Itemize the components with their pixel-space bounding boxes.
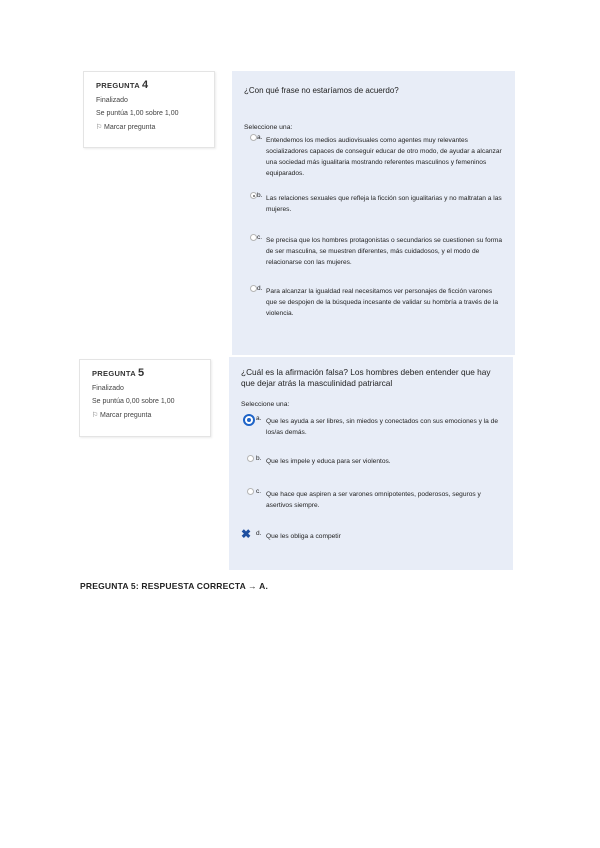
option-c[interactable] bbox=[244, 235, 503, 268]
option-letter: b. bbox=[256, 455, 262, 462]
question-number-value: 5 bbox=[138, 367, 145, 379]
flag-label: Marcar pregunta bbox=[100, 412, 152, 419]
question-state: Finalizado bbox=[96, 97, 128, 104]
option-c[interactable] bbox=[241, 489, 501, 511]
question-number bbox=[92, 367, 200, 379]
option-text: Que les ayuda a ser libres, sin miedos y conectados con sus emociones y la de los/as demás. bbox=[266, 418, 499, 436]
radio-button[interactable] bbox=[250, 234, 257, 241]
question-text: ¿Con qué frase no estaríamos de acuerdo? bbox=[244, 86, 399, 95]
option-text: Que les impele y educa para ser violentos. bbox=[266, 458, 391, 465]
question-label: PREGUNTA bbox=[92, 369, 136, 378]
option-b[interactable] bbox=[241, 456, 501, 467]
option-text: Se precisa que los hombres protagonistas o secundarios se cuestionen su forma de ser masculina, se muestren diferentes, más cuidadosos, y el modo de relacionarse con las mujeres. bbox=[266, 237, 503, 266]
question-grade: Se puntúa 0,00 sobre 1,00 bbox=[92, 398, 175, 405]
option-d[interactable] bbox=[241, 527, 501, 542]
question-5-content bbox=[229, 357, 513, 570]
question-state: Finalizado bbox=[92, 385, 124, 392]
option-text: Que les obliga a competir bbox=[266, 533, 341, 540]
radio-button[interactable] bbox=[250, 285, 257, 292]
option-text: Que hace que aspiren a ser varones omnipotentes, poderosos, seguros y asertivos siempre. bbox=[266, 491, 481, 509]
radio-button-selected[interactable] bbox=[243, 414, 255, 426]
incorrect-x-icon: ✖ bbox=[241, 527, 252, 541]
question-4-info bbox=[83, 71, 215, 148]
option-d[interactable] bbox=[244, 286, 503, 319]
question-number-value: 4 bbox=[142, 79, 149, 91]
radio-button-selected[interactable] bbox=[250, 192, 257, 199]
option-letter: d. bbox=[256, 530, 262, 537]
option-a[interactable] bbox=[241, 416, 501, 438]
option-letter: a. bbox=[256, 415, 262, 422]
option-letter: b. bbox=[257, 192, 263, 199]
question-label: PREGUNTA bbox=[96, 81, 140, 90]
flag-icon: ⚐ bbox=[96, 124, 103, 131]
answer-note: PREGUNTA 5: RESPUESTA CORRECTA → A. bbox=[80, 581, 269, 591]
question-grade: Se puntúa 1,00 sobre 1,00 bbox=[96, 110, 179, 117]
option-letter: d. bbox=[257, 285, 263, 292]
question-4-content bbox=[232, 71, 515, 355]
option-text: Las relaciones sexuales que refleja la ficción son igualitarias y no maltratan a las mujeres. bbox=[266, 195, 502, 213]
question-number bbox=[96, 79, 204, 91]
option-letter: a. bbox=[257, 134, 263, 141]
option-a[interactable] bbox=[244, 135, 503, 179]
question-5-info bbox=[79, 359, 211, 437]
flag-icon: ⚐ bbox=[92, 412, 99, 419]
radio-button[interactable] bbox=[250, 134, 257, 141]
option-letter: c. bbox=[256, 488, 262, 495]
radio-button[interactable] bbox=[247, 488, 254, 495]
radio-button[interactable] bbox=[247, 455, 254, 462]
option-text: Para alcanzar la igualdad real necesitamos ver personajes de ficción varones que se despojen de la búsqueda incesante de validar su hombría a través de la violencia. bbox=[266, 288, 499, 317]
option-letter: c. bbox=[257, 234, 263, 241]
select-prompt: Seleccione una: bbox=[241, 401, 290, 408]
option-b[interactable] bbox=[244, 193, 503, 215]
flag-question-link[interactable] bbox=[92, 411, 200, 419]
option-text: Entendemos los medios audiovisuales como agentes muy relevantes socializadores capaces de conseguir educar de otro modo, de ayudar a alcanzar una sociedad más igualitaria mostrando referentes masculinos y femeninos equiparados. bbox=[266, 137, 502, 177]
flag-label: Marcar pregunta bbox=[104, 124, 156, 131]
flag-question-link[interactable] bbox=[96, 123, 204, 131]
select-prompt: Seleccione una: bbox=[244, 124, 293, 131]
question-text: ¿Cuál es la afirmación falsa? Los hombres deben entender que hay que dejar atrás la masculinidad patriarcal bbox=[241, 367, 491, 388]
